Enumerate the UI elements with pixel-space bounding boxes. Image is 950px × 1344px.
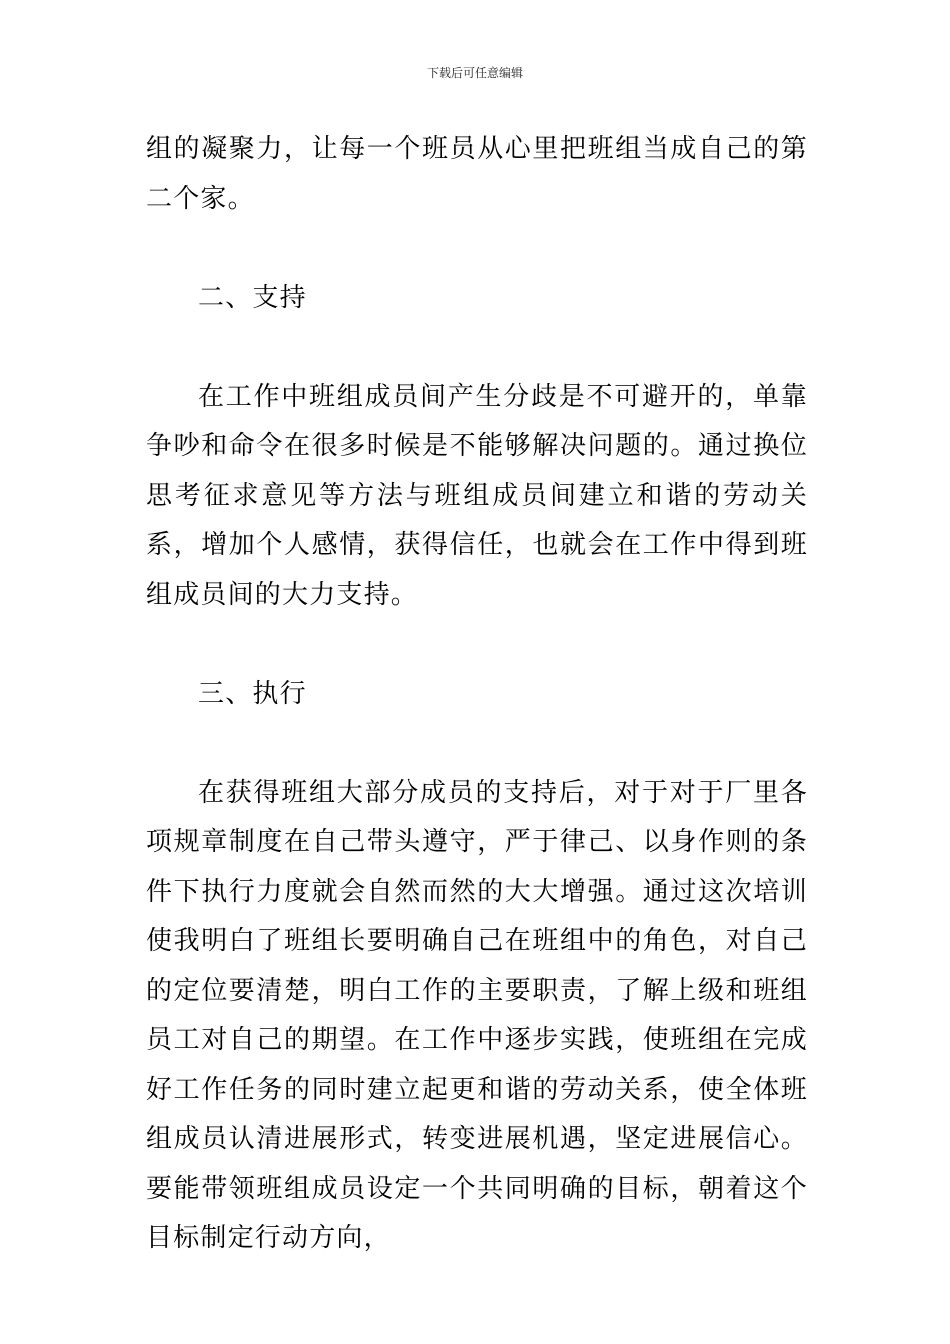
spacer <box>146 323 808 373</box>
spacer <box>146 719 808 769</box>
section-heading-support: 二、支持 <box>198 282 307 313</box>
document-body <box>146 125 808 1264</box>
paragraph-continuation: 组的凝聚力，让每一个班员从心里把班组当成自己的第二个家。 <box>146 134 808 214</box>
section-heading-execute: 三、执行 <box>198 678 307 709</box>
page-header: 下载后可任意编辑 <box>426 66 523 80</box>
spacer <box>146 620 808 670</box>
paragraph-support: 在工作中班组成员间产生分歧是不可避开的，单靠争吵和命令在很多时候是不能够解决问题的。通过换位思考征求意见等方法与班组成员间建立和谐的劳动关系，增加个人感情，获得信任，也就会在工作中得到班组成员间的大力支持。 <box>146 381 808 610</box>
paragraph-execute: 在获得班组大部分成员的支持后，对于对于厂里各项规章制度在自己带头遵守，严于律己、以身作则的条件下执行力度就会自然而然的大大增强。通过这次培训使我明白了班组长要明确自己在班组中的角色，对自己的定位要清楚，明白工作的主要职责，了解上级和班组员工对自己的期望。在工作中逐步实践，使班组在完成好工作任务的同时建立起更和谐的劳动关系，使全体班组成员认清进展形式，转变进展机遇，坚定进展信心。要能带领班组成员设定一个共同明确的目标，朝着这个目标制定行动方向， <box>146 777 808 1253</box>
spacer <box>146 224 808 274</box>
